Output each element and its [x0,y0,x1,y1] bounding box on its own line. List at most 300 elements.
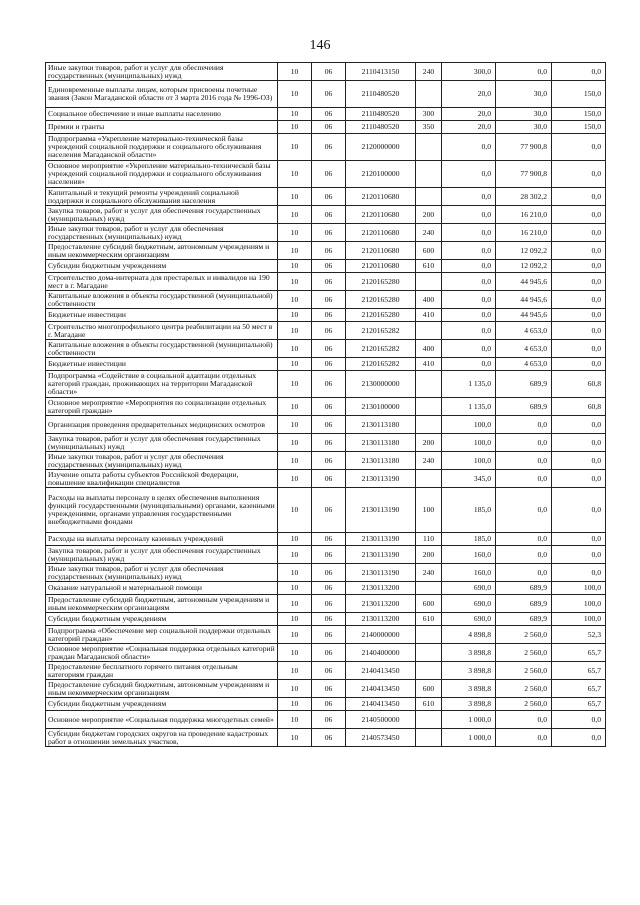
row-name: Предоставление субсидий бюджетным, автономным учреждениям и иным некоммерческим организациям [46,595,278,613]
row-subsection: 06 [312,662,346,680]
row-percent: 0,0 [552,340,606,358]
row-subsection: 06 [312,729,346,747]
row-plan-value: 20,0 [442,81,496,108]
row-plan-value: 0,0 [442,358,496,371]
row-actual-value: 77 900,8 [496,134,552,161]
row-section: 10 [278,242,312,260]
row-expense-type [416,188,442,206]
row-plan-value: 1 135,0 [442,371,496,398]
row-expense-type [416,134,442,161]
row-subsection: 06 [312,108,346,121]
row-section: 10 [278,322,312,340]
row-percent: 65,7 [552,662,606,680]
row-name: Субсидии бюджетным учреждениям [46,698,278,711]
row-plan-value: 0,0 [442,224,496,242]
row-section: 10 [278,206,312,224]
row-plan-value: 1 135,0 [442,398,496,416]
row-plan-value: 1 000,0 [442,711,496,729]
row-percent: 100,0 [552,582,606,595]
row-section: 10 [278,161,312,188]
row-plan-value: 160,0 [442,564,496,582]
row-target-code: 2130113190 [346,546,416,564]
row-expense-type: 200 [416,434,442,452]
row-actual-value: 12 092,2 [496,260,552,273]
table-row [46,161,606,188]
row-actual-value: 689,9 [496,613,552,626]
row-name: Расходы на выплаты персоналу казенных учреждений [46,533,278,546]
table-row [46,582,606,595]
row-actual-value: 689,9 [496,398,552,416]
row-percent: 65,7 [552,680,606,698]
row-target-code: 2130113180 [346,416,416,434]
row-section: 10 [278,260,312,273]
row-target-code: 2120110680 [346,224,416,242]
row-section: 10 [278,416,312,434]
row-actual-value: 4 653,0 [496,322,552,340]
row-percent: 0,0 [552,206,606,224]
row-expense-type [416,161,442,188]
row-section: 10 [278,680,312,698]
row-name: Субсидии бюджетным учреждениям [46,613,278,626]
row-percent: 0,0 [552,224,606,242]
row-plan-value: 0,0 [442,242,496,260]
row-expense-type: 410 [416,358,442,371]
row-actual-value: 0,0 [496,470,552,488]
row-section: 10 [278,662,312,680]
row-target-code: 2130100000 [346,398,416,416]
row-plan-value: 100,0 [442,452,496,470]
row-actual-value: 689,9 [496,595,552,613]
row-expense-type: 350 [416,121,442,134]
row-target-code: 2120165280 [346,273,416,291]
table-row [46,533,606,546]
row-section: 10 [278,613,312,626]
row-target-code: 2140413450 [346,680,416,698]
row-plan-value: 4 898,8 [442,626,496,644]
row-percent: 0,0 [552,134,606,161]
table-row [46,644,606,662]
row-subsection: 06 [312,595,346,613]
row-name: Бюджетные инвестиции [46,358,278,371]
row-target-code: 2120165280 [346,309,416,322]
row-actual-value: 44 945,6 [496,273,552,291]
row-expense-type: 240 [416,564,442,582]
row-target-code: 2130113190 [346,533,416,546]
row-section: 10 [278,644,312,662]
row-expense-type [416,662,442,680]
row-section: 10 [278,398,312,416]
row-actual-value: 0,0 [496,533,552,546]
row-actual-value: 16 210,0 [496,224,552,242]
row-name: Подпрограмма «Укрепление материально-технической базы учреждений социальной поддержки и социального обслуживания населения Магаданской области» [46,134,278,161]
row-plan-value: 0,0 [442,291,496,309]
row-plan-value: 690,0 [442,613,496,626]
table-row [46,680,606,698]
row-section: 10 [278,626,312,644]
row-percent: 0,0 [552,188,606,206]
row-name: Строительство дома-интерната для престарелых и инвалидов на 190 мест в г. Магадане [46,273,278,291]
row-actual-value: 30,0 [496,108,552,121]
row-percent: 0,0 [552,242,606,260]
row-actual-value: 2 560,0 [496,644,552,662]
row-target-code: 2120165280 [346,291,416,309]
row-subsection: 06 [312,488,346,533]
row-actual-value: 2 560,0 [496,698,552,711]
row-expense-type: 410 [416,309,442,322]
row-name: Подпрограмма «Обеспечение мер социальной поддержки отдельных категорий граждан» [46,626,278,644]
row-name: Единовременные выплаты лицам, которым присвоены почетные звания (Закон Магаданской области от 3 марта 2016 года № 1996-ОЗ) [46,81,278,108]
row-section: 10 [278,108,312,121]
budget-table [45,62,606,747]
row-target-code: 2120110680 [346,260,416,273]
row-percent: 52,3 [552,626,606,644]
row-name: Оказание натуральной и материальной помощи [46,582,278,595]
row-name: Иные закупки товаров, работ и услуг для обеспечения государственных (муниципальных) нужд [46,564,278,582]
table-row [46,729,606,747]
row-section: 10 [278,533,312,546]
row-expense-type [416,81,442,108]
row-section: 10 [278,134,312,161]
table-row [46,626,606,644]
row-target-code: 2120165282 [346,358,416,371]
row-plan-value: 100,0 [442,416,496,434]
row-target-code: 2140000000 [346,626,416,644]
row-target-code: 2110480520 [346,81,416,108]
row-plan-value: 3 898,8 [442,662,496,680]
table-row [46,309,606,322]
row-name: Капитальный и текущий ремонты учреждений социальной поддержки и социального обслуживания населения [46,188,278,206]
row-expense-type [416,711,442,729]
row-section: 10 [278,371,312,398]
row-actual-value: 28 302,2 [496,188,552,206]
row-expense-type: 110 [416,533,442,546]
table-row [46,242,606,260]
row-percent: 65,7 [552,698,606,711]
row-actual-value: 689,9 [496,582,552,595]
row-subsection: 06 [312,309,346,322]
row-percent: 100,0 [552,613,606,626]
row-expense-type [416,644,442,662]
table-row [46,613,606,626]
row-name: Подпрограмма «Содействие в социальной адаптации отдельных категорий граждан, проживающих на территории Магаданской области» [46,371,278,398]
row-plan-value: 0,0 [442,260,496,273]
row-target-code: 2120000000 [346,134,416,161]
row-expense-type [416,470,442,488]
table-row [46,698,606,711]
row-plan-value: 690,0 [442,582,496,595]
row-expense-type [416,582,442,595]
row-name: Предоставление бесплатного горячего питания отдельным категориям граждан [46,662,278,680]
row-plan-value: 690,0 [442,595,496,613]
row-subsection: 06 [312,206,346,224]
table-row [46,121,606,134]
row-name: Премии и гранты [46,121,278,134]
row-plan-value: 185,0 [442,488,496,533]
table-row [46,224,606,242]
row-plan-value: 0,0 [442,161,496,188]
row-name: Строительство многопрофильного центра реабилитации на 50 мест в г. Магадане [46,322,278,340]
row-subsection: 06 [312,63,346,81]
row-section: 10 [278,729,312,747]
row-expense-type: 240 [416,63,442,81]
table-row [46,260,606,273]
row-section: 10 [278,470,312,488]
row-plan-value: 0,0 [442,340,496,358]
table-row [46,81,606,108]
row-target-code: 2130113200 [346,595,416,613]
table-row [46,595,606,613]
row-plan-value: 0,0 [442,273,496,291]
row-subsection: 06 [312,644,346,662]
row-percent: 0,0 [552,416,606,434]
row-name: Изучение опыта работы субъектов Российской Федерации, повышение квалификации специалистов [46,470,278,488]
row-subsection: 06 [312,224,346,242]
row-section: 10 [278,224,312,242]
row-target-code: 2130113180 [346,434,416,452]
row-percent: 0,0 [552,322,606,340]
row-name: Иные закупки товаров, работ и услуг для обеспечения государственных (муниципальных) нужд [46,63,278,81]
table-row [46,488,606,533]
row-target-code: 2110480520 [346,121,416,134]
row-percent: 0,0 [552,260,606,273]
row-percent: 60,8 [552,371,606,398]
row-actual-value: 77 900,8 [496,161,552,188]
row-target-code: 2130113200 [346,613,416,626]
row-target-code: 2120110680 [346,206,416,224]
row-percent: 0,0 [552,309,606,322]
row-percent: 0,0 [552,729,606,747]
row-subsection: 06 [312,613,346,626]
row-subsection: 06 [312,242,346,260]
row-plan-value: 0,0 [442,134,496,161]
row-actual-value: 0,0 [496,729,552,747]
row-expense-type: 240 [416,452,442,470]
table-row [46,398,606,416]
row-expense-type: 400 [416,291,442,309]
row-expense-type: 100 [416,488,442,533]
row-name: Социальное обеспечение и иные выплаты населению [46,108,278,121]
row-subsection: 06 [312,680,346,698]
row-percent: 60,8 [552,398,606,416]
row-percent: 65,7 [552,644,606,662]
table-row [46,206,606,224]
row-subsection: 06 [312,626,346,644]
row-name: Основное мероприятие «Мероприятия по социализации отдельных категорий граждан» [46,398,278,416]
row-percent: 0,0 [552,291,606,309]
row-percent: 150,0 [552,108,606,121]
row-actual-value: 12 092,2 [496,242,552,260]
row-subsection: 06 [312,711,346,729]
row-plan-value: 100,0 [442,434,496,452]
row-section: 10 [278,582,312,595]
row-actual-value: 0,0 [496,63,552,81]
row-name: Расходы на выплаты персоналу в целях обеспечения выполнения функций государственными (муниципальными) органами, казенными учреждениями, органами управления государственными внебюджетными фондами [46,488,278,533]
row-actual-value: 0,0 [496,434,552,452]
row-percent: 0,0 [552,63,606,81]
row-subsection: 06 [312,340,346,358]
row-target-code: 2130113180 [346,452,416,470]
table-row [46,371,606,398]
row-expense-type: 200 [416,546,442,564]
row-percent: 0,0 [552,488,606,533]
row-expense-type: 400 [416,340,442,358]
row-section: 10 [278,452,312,470]
row-expense-type: 300 [416,108,442,121]
row-name: Иные закупки товаров, работ и услуг для обеспечения государственных (муниципальных) нужд [46,452,278,470]
row-actual-value: 2 560,0 [496,626,552,644]
row-expense-type [416,416,442,434]
row-subsection: 06 [312,291,346,309]
row-percent: 150,0 [552,81,606,108]
row-actual-value: 4 653,0 [496,358,552,371]
row-actual-value: 30,0 [496,81,552,108]
row-name: Основное мероприятие «Социальная поддержка отдельных категорий граждан Магаданской области» [46,644,278,662]
row-expense-type: 200 [416,206,442,224]
row-section: 10 [278,188,312,206]
table-row [46,108,606,121]
row-name: Организация проведения предварительных медицинских осмотров [46,416,278,434]
row-section: 10 [278,488,312,533]
table-row [46,273,606,291]
row-subsection: 06 [312,121,346,134]
row-percent: 0,0 [552,358,606,371]
row-section: 10 [278,564,312,582]
row-section: 10 [278,711,312,729]
table-row [46,416,606,434]
row-name: Субсидии бюджетам городских округов на проведение кадастровых работ в отношении земельных участков, [46,729,278,747]
row-actual-value: 4 653,0 [496,340,552,358]
row-target-code: 2130113200 [346,582,416,595]
row-percent: 0,0 [552,434,606,452]
row-subsection: 06 [312,582,346,595]
table-row [46,564,606,582]
table-row [46,358,606,371]
row-percent: 0,0 [552,546,606,564]
row-actual-value: 44 945,6 [496,291,552,309]
row-expense-type [416,398,442,416]
row-subsection: 06 [312,698,346,711]
row-name: Закупка товаров, работ и услуг для обеспечения государственных (муниципальных) нужд [46,206,278,224]
table-row [46,662,606,680]
row-plan-value: 300,0 [442,63,496,81]
row-subsection: 06 [312,134,346,161]
row-section: 10 [278,358,312,371]
row-actual-value: 0,0 [496,546,552,564]
row-target-code: 2130113190 [346,488,416,533]
row-percent: 0,0 [552,564,606,582]
row-name: Предоставление субсидий бюджетным, автономным учреждениям и иным некоммерческим организациям [46,680,278,698]
row-expense-type: 610 [416,698,442,711]
row-name: Основное мероприятие «Укрепление материально-технической базы учреждений социальной поддержки и социального обслуживания населения» [46,161,278,188]
row-actual-value: 16 210,0 [496,206,552,224]
row-subsection: 06 [312,416,346,434]
row-name: Основное мероприятие «Социальная поддержка многодетных семей» [46,711,278,729]
row-subsection: 06 [312,161,346,188]
row-subsection: 06 [312,564,346,582]
row-expense-type: 610 [416,260,442,273]
row-subsection: 06 [312,81,346,108]
row-target-code: 2130000000 [346,371,416,398]
row-section: 10 [278,273,312,291]
row-subsection: 06 [312,452,346,470]
page-number: 146 [309,38,331,53]
row-plan-value: 3 898,8 [442,680,496,698]
row-subsection: 06 [312,260,346,273]
row-percent: 0,0 [552,533,606,546]
row-actual-value: 0,0 [496,488,552,533]
row-actual-value: 2 560,0 [496,662,552,680]
row-plan-value: 345,0 [442,470,496,488]
row-target-code: 2140413450 [346,662,416,680]
row-plan-value: 0,0 [442,309,496,322]
row-actual-value: 0,0 [496,452,552,470]
row-expense-type [416,371,442,398]
row-target-code: 2140573450 [346,729,416,747]
row-target-code: 2140413450 [346,698,416,711]
table-row [46,188,606,206]
row-percent: 0,0 [552,711,606,729]
row-expense-type [416,273,442,291]
row-target-code: 2120165282 [346,322,416,340]
row-subsection: 06 [312,371,346,398]
row-percent: 100,0 [552,595,606,613]
row-target-code: 2120100000 [346,161,416,188]
row-actual-value: 689,9 [496,371,552,398]
row-name: Бюджетные инвестиции [46,309,278,322]
row-expense-type: 610 [416,613,442,626]
row-percent: 0,0 [552,161,606,188]
row-subsection: 06 [312,470,346,488]
row-target-code: 2140400000 [346,644,416,662]
row-percent: 0,0 [552,452,606,470]
row-target-code: 2130113190 [346,470,416,488]
row-subsection: 06 [312,322,346,340]
row-subsection: 06 [312,398,346,416]
row-section: 10 [278,291,312,309]
row-percent: 0,0 [552,273,606,291]
row-section: 10 [278,595,312,613]
row-section: 10 [278,698,312,711]
row-expense-type [416,322,442,340]
row-plan-value: 20,0 [442,108,496,121]
row-plan-value: 0,0 [442,322,496,340]
row-name: Закупка товаров, работ и услуг для обеспечения государственных (муниципальных) нужд [46,434,278,452]
row-plan-value: 185,0 [442,533,496,546]
table-row [46,470,606,488]
row-plan-value: 3 898,8 [442,698,496,711]
row-plan-value: 0,0 [442,206,496,224]
table-row [46,434,606,452]
row-actual-value: 0,0 [496,416,552,434]
row-section: 10 [278,340,312,358]
row-subsection: 06 [312,533,346,546]
table-row [46,291,606,309]
row-section: 10 [278,63,312,81]
row-expense-type: 240 [416,224,442,242]
table-row [46,134,606,161]
row-name: Субсидии бюджетным учреждениям [46,260,278,273]
row-actual-value: 44 945,6 [496,309,552,322]
row-percent: 150,0 [552,121,606,134]
row-target-code: 2130113190 [346,564,416,582]
row-expense-type: 600 [416,242,442,260]
row-actual-value: 2 560,0 [496,680,552,698]
table-row [46,452,606,470]
row-name: Закупка товаров, работ и услуг для обеспечения государственных (муниципальных) нужд [46,546,278,564]
row-expense-type: 600 [416,680,442,698]
row-section: 10 [278,546,312,564]
row-name: Капитальные вложения в объекты государственной (муниципальной) собственности [46,291,278,309]
